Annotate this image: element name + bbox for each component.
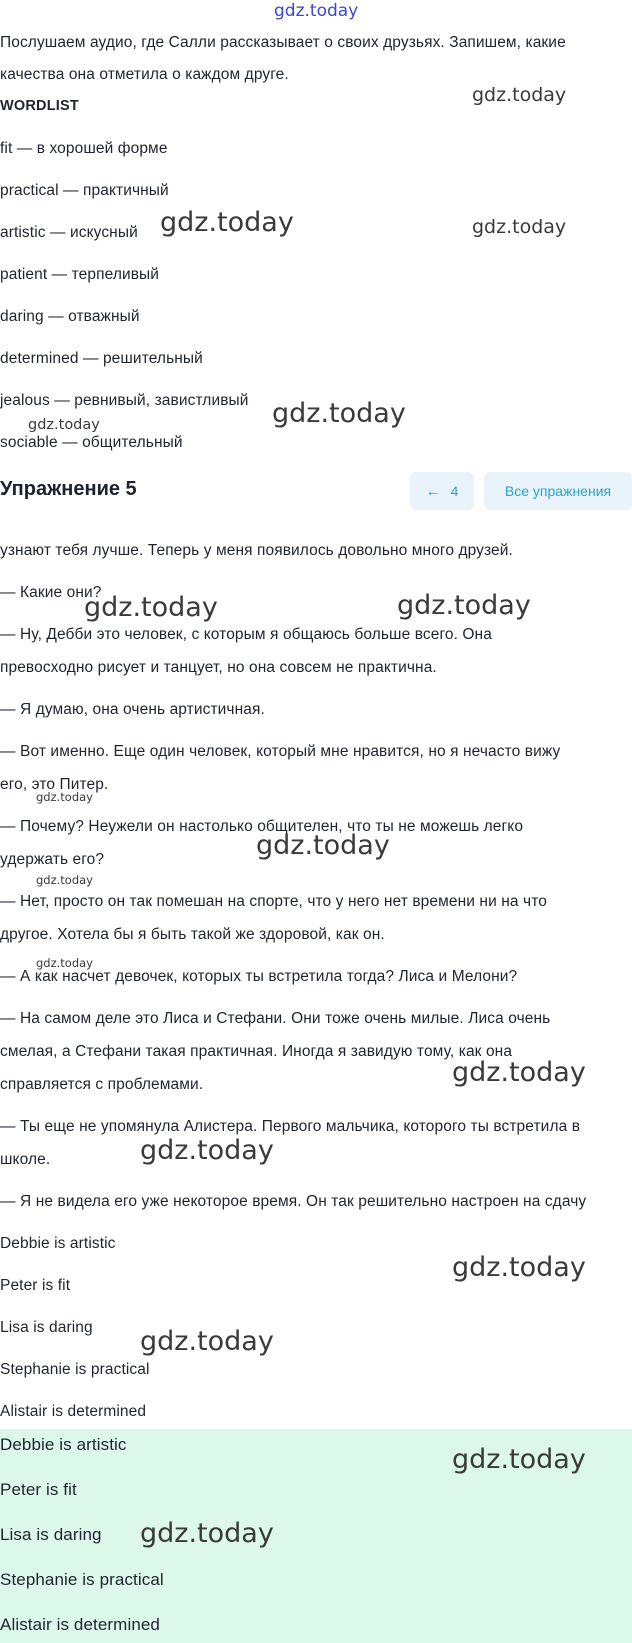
dialogue-line: — Какие они? [0,584,102,601]
dialogue-line: — На самом деле это Лиса и Стефани. Они тоже очень милые. Лиса очень [0,1010,551,1027]
dialogue-line: — Я думаю, она очень артистичная. [0,701,265,718]
intro-line-2: качества она отметила о каждом друге. [0,66,289,83]
watermark: gdz.today [140,1135,274,1166]
answer-line: Peter is fit [0,1277,71,1294]
answer-line: Lisa is daring [0,1319,93,1336]
wordlist-item: daring — отважный [0,308,140,325]
wordlist-item: artistic — искусный [0,224,138,241]
answer-line: Alistair is determined [0,1403,147,1420]
wordlist-item: patient — терпеливый [0,266,160,283]
watermark: gdz.today [472,84,567,106]
answer-line: Stephanie is practical [0,1361,150,1378]
dialogue-line: — Ты еще не упомянула Алистера. Первого мальчика, которого ты встретила в [0,1118,581,1135]
watermark-top: gdz.today [274,1,359,21]
watermark: gdz.today [256,830,390,861]
dialogue-line: удержать его? [0,851,105,868]
answer-box-line: Alistair is determined [0,1615,160,1634]
prev-exercise-label: 4 [450,483,459,499]
dialogue-line: справляется с проблемами. [0,1076,204,1093]
watermark: gdz.today [452,1444,586,1475]
exercise-title: Упражнение 5 [0,478,137,500]
wordlist-item: fit — в хорошей форме [0,140,168,157]
answer-line: Debbie is artistic [0,1235,116,1252]
dialogue-line: — Вот именно. Еще один человек, который мне нравится, но я нечасто вижу [0,743,561,760]
watermark: gdz.today [160,207,294,238]
watermark: gdz.today [84,592,218,623]
watermark: gdz.today [397,590,531,621]
watermark: gdz.today [472,216,567,238]
dialogue-line: — А как насчет девочек, которых ты встретила тогда? Лиса и Мелони? [0,968,518,985]
wordlist-item: sociable — общительный [0,434,183,451]
prev-exercise-button[interactable] [410,472,474,510]
watermark: gdz.today [452,1057,586,1088]
answer-box-line: Stephanie is practical [0,1570,164,1589]
dialogue-line: узнают тебя лучше. Теперь у меня появилось довольно много друзей. [0,542,513,559]
dialogue-line: превосходно рисует и танцует, но она совсем не практична. [0,659,437,676]
dialogue-line: школе. [0,1151,51,1168]
watermark: gdz.today [272,398,406,429]
answer-box-line: Peter is fit [0,1480,77,1499]
dialogue-line: другое. Хотела бы я быть такой же здоровой, как он. [0,926,385,943]
wordlist-heading: WORDLIST [0,98,79,114]
dialogue-line: — Нет, просто он так помешан на спорте, что у него нет времени ни на что [0,893,547,910]
wordlist-item: determined — решительный [0,350,203,367]
dialogue-line: смелая, а Стефани такая практичная. Иногда я завидую тому, как она [0,1043,513,1060]
dialogue-line: — Я не видела его уже некоторое время. Он так решительно настроен на сдачу [0,1193,587,1210]
wordlist-item: jealous — ревнивый, завистливый [0,392,249,409]
watermark: gdz.today [28,417,100,433]
watermark: gdz.today [452,1252,586,1283]
all-exercises-button[interactable]: Все упражнения [484,472,632,510]
answer-box-line: Lisa is daring [0,1525,102,1544]
dialogue-line: — Ну, Дебби это человек, с которым я общаюсь больше всего. Она [0,626,492,643]
watermark: gdz.today [36,873,93,887]
watermark: gdz.today [140,1326,274,1357]
wordlist-item: practical — практичный [0,182,169,199]
answer-box-line: Debbie is artistic [0,1435,127,1454]
watermark: gdz.today [140,1518,274,1549]
watermark: gdz.today [36,790,93,804]
watermark: gdz.today [36,956,93,970]
arrow-left-icon: ← [425,482,441,500]
intro-line-1: Послушаем аудио, где Салли рассказывает о своих друзьях. Запишем, какие [0,34,566,51]
dialogue-line: — Почему? Неужели он настолько общителен, что ты не можешь легко [0,818,524,835]
dialogue-line: его, это Питер. [0,776,109,793]
